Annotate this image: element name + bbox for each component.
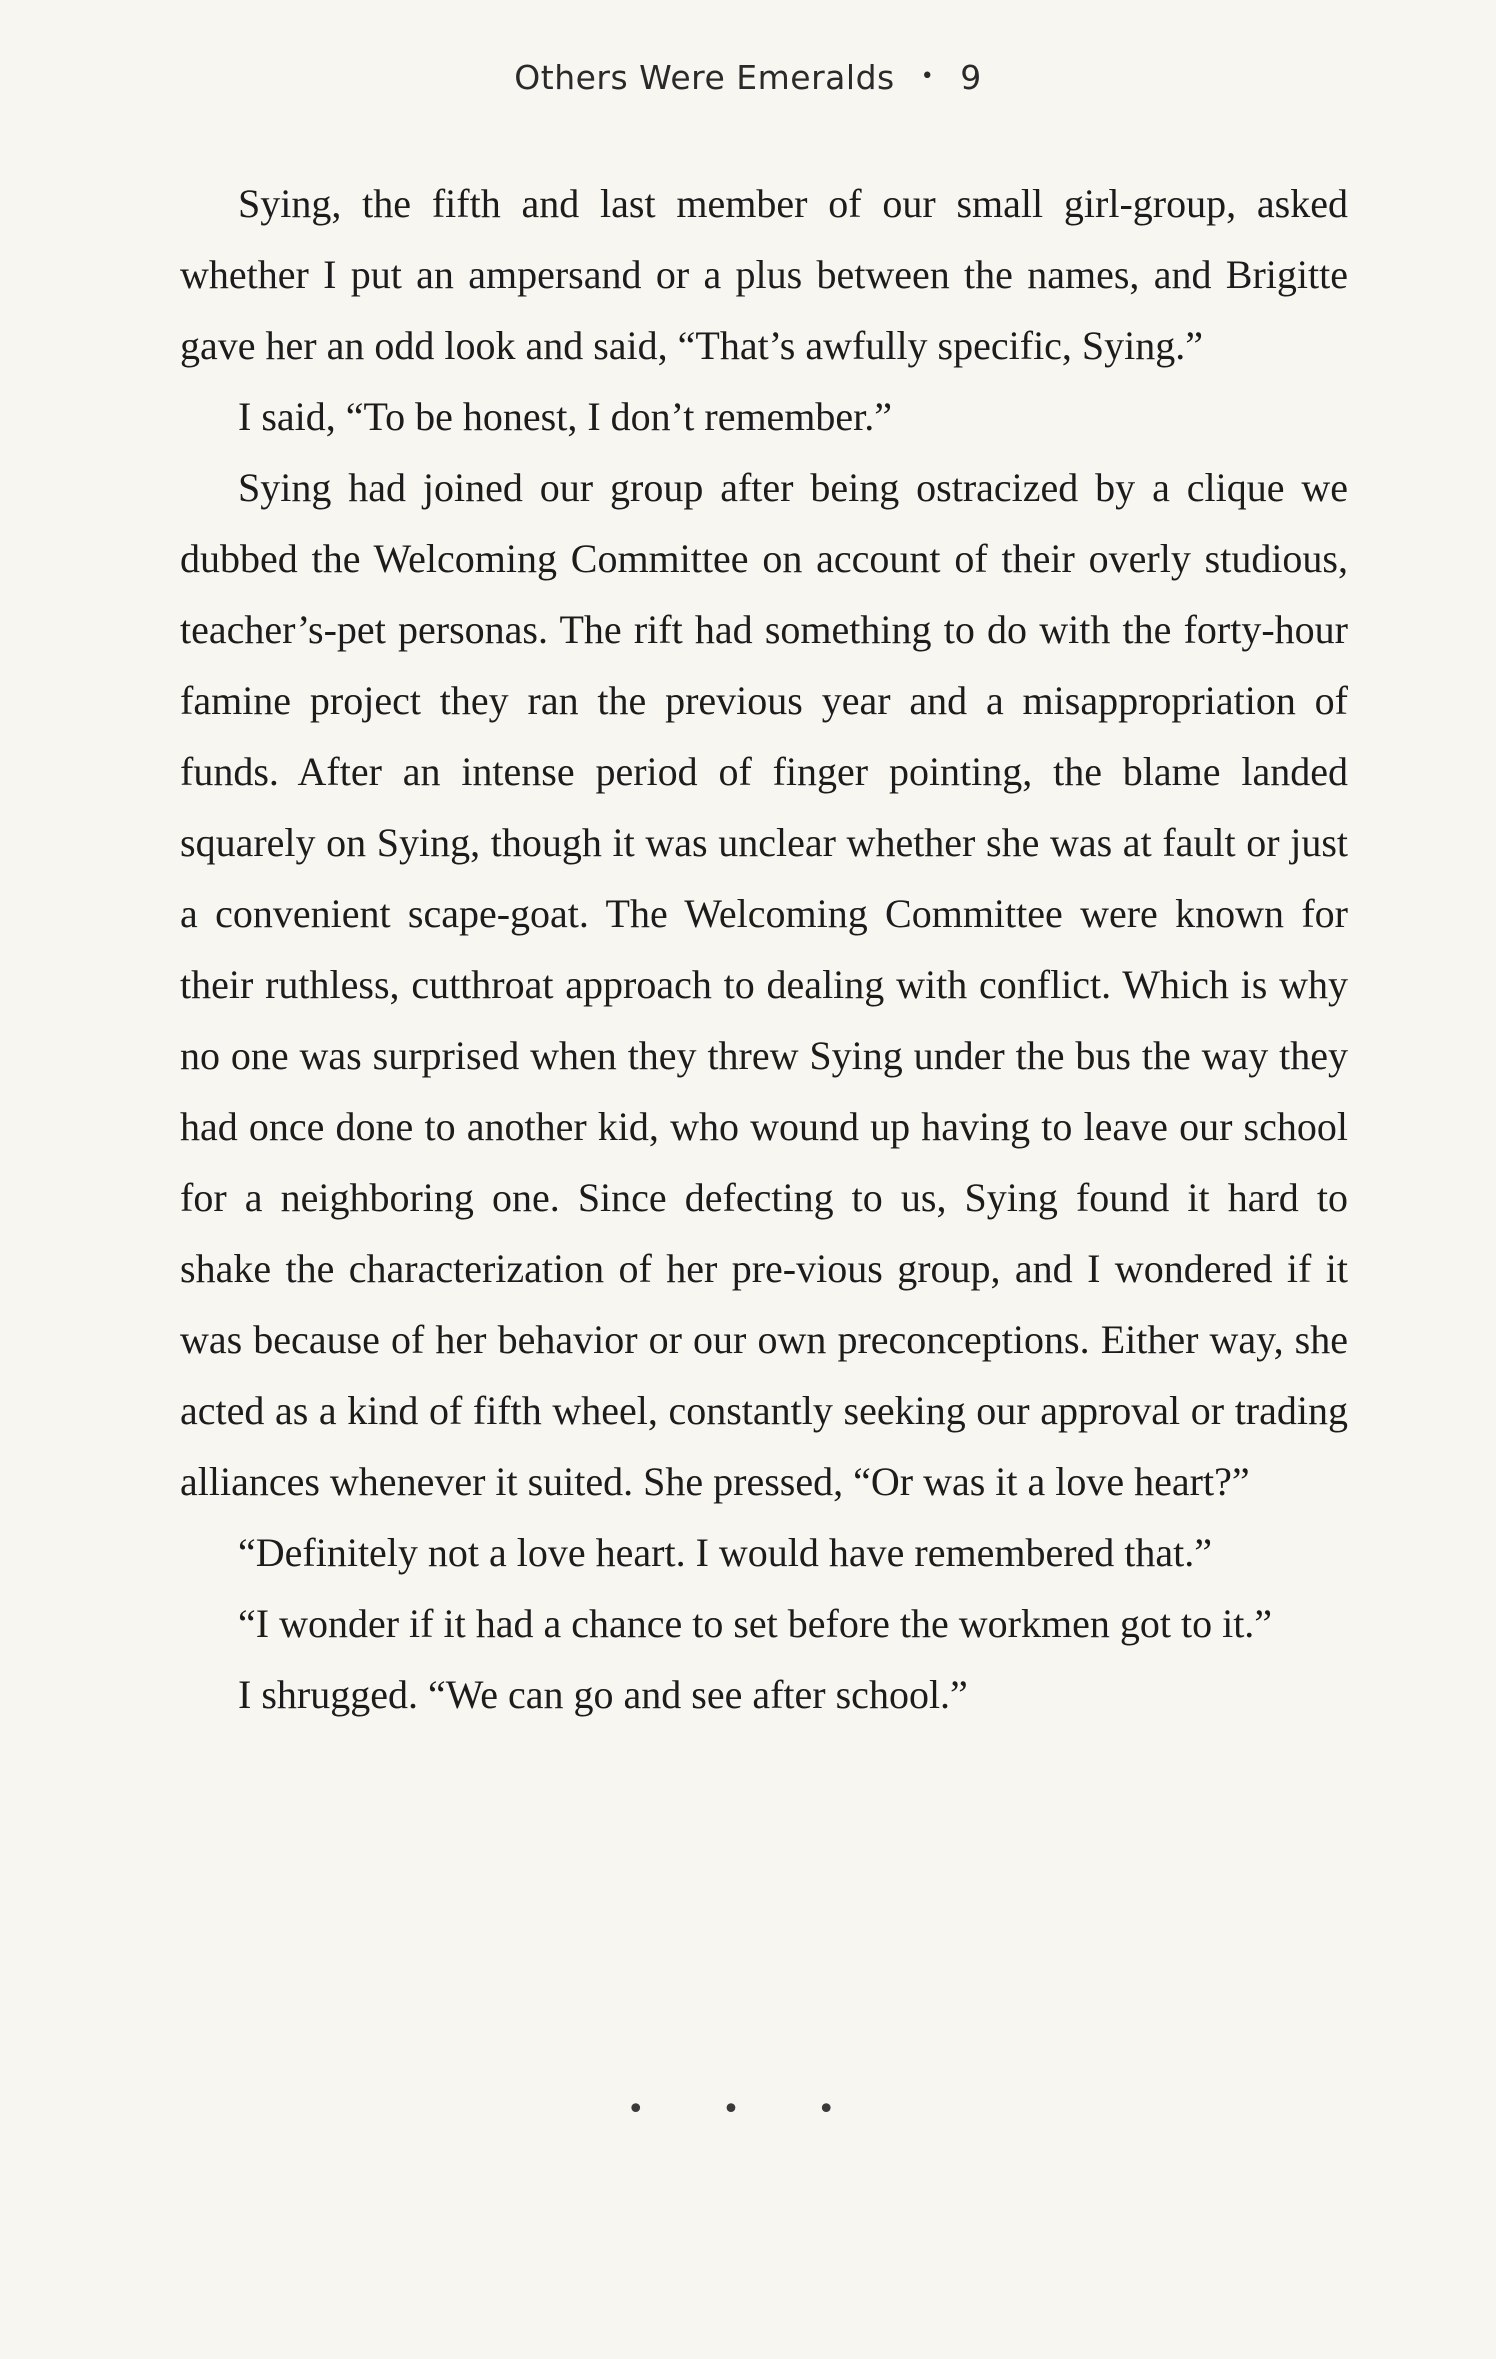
paragraph: Sying had joined our group after being ostracized by a clique we dubbed the Welcoming Committee on account of their overly studious, teacher’s-pet personas. The rift had something to do with the forty-hour famine project they ran the previous year and a misappropriation of funds. After an intense period of finger pointing, the blame landed squarely on Sying, though it was unclear whether she was at fault or just a convenient scape-goat. The Welcoming Committee were known for their ruthless, cutthroat approach to dealing with conflict. Which is why no one was surprised when they threw Sying under the bus the way they had once done to another kid, who wound up having to leave our school for a neighboring one. Since defecting to us, Sying found it hard to shake the characterization of her pre-vious group, and I wondered if it was because of her behavior or our own preconceptions. Either way, she acted as a kind of fifth wheel, constantly seeking our approval or trading alliances whenever it suited. She pressed, “Or was it a love heart?”	[180, 465, 1348, 1504]
running-head	[0, 58, 1496, 97]
paragraph: I said, “To be honest, I don’t remember.”	[238, 394, 893, 439]
paragraph: I shrugged. “We can go and see after school.”	[238, 1672, 968, 1717]
section-break-ornament: • • •	[626, 2092, 870, 2127]
paragraph: “Definitely not a love heart. I would have remembered that.”	[238, 1530, 1213, 1575]
paragraph: “I wonder if it had a chance to set before the workmen got to it.”	[238, 1601, 1273, 1646]
page-number: 9	[960, 58, 982, 97]
body-text	[180, 168, 1348, 1730]
paragraph: Sying, the fifth and last member of our small girl-group, asked whether I put an ampersand or a plus between the names, and Brigitte gave her an odd look and said, “That’s awfully specific, Sying.”	[180, 181, 1348, 368]
header-separator: •	[920, 64, 935, 89]
book-title: Others Were Emeralds	[514, 58, 895, 97]
